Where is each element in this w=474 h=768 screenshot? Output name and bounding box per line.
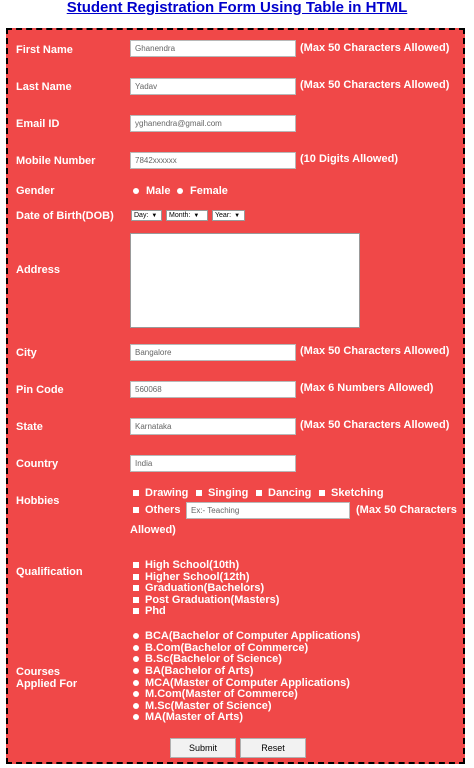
hobby-drawing-checkbox[interactable] (133, 490, 139, 496)
mobile-label: Mobile Number (16, 155, 96, 167)
dob-day-select[interactable] (131, 210, 162, 221)
course-radio[interactable] (133, 703, 139, 709)
hobby-sketching-label: Sketching (331, 487, 384, 499)
hobby-dancing-checkbox[interactable] (256, 490, 262, 496)
mobile-input[interactable]: 7842xxxxxx (130, 152, 296, 169)
page-title[interactable]: Student Registration Form Using Table in HTML (66, 0, 408, 16)
qualification-label: Qualification (16, 566, 83, 578)
pin-code-note: (Max 6 Numbers Allowed) (300, 382, 434, 394)
city-input[interactable]: Bangalore (130, 344, 296, 361)
gender-female-radio[interactable] (177, 188, 183, 194)
city-label: City (16, 347, 37, 359)
email-label: Email ID (16, 118, 60, 130)
course-option: M.Sc(Master of Science) (145, 700, 272, 712)
dob-label: Date of Birth(DOB) (16, 210, 114, 222)
qualification-option: High School(10th) (145, 559, 240, 571)
hobby-singing-label: Singing (208, 487, 249, 499)
email-input[interactable]: yghanendra@gmail.com (130, 115, 296, 132)
qualification-checkbox[interactable] (133, 574, 139, 580)
hobby-others-label: Others (145, 504, 181, 516)
state-note: (Max 50 Characters Allowed) (300, 419, 450, 431)
course-radio[interactable] (133, 645, 139, 651)
first-name-input[interactable]: Ghanendra (130, 40, 296, 57)
dob-month-select[interactable] (166, 210, 208, 221)
qualification-option: Phd (145, 605, 166, 617)
course-radio[interactable] (133, 680, 139, 686)
hobby-sketching-checkbox[interactable] (319, 490, 325, 496)
hobby-others-checkbox[interactable] (133, 507, 139, 513)
qualification-checkbox[interactable] (133, 608, 139, 614)
course-option: MCA(Master of Computer Applications) (145, 677, 350, 689)
qualification-option: Graduation(Bachelors) (145, 582, 265, 594)
qualification-checkbox[interactable] (133, 597, 139, 603)
course-radio[interactable] (133, 691, 139, 697)
gender-female-label: Female (190, 185, 228, 197)
course-option: B.Sc(Bachelor of Science) (145, 653, 282, 665)
course-option: B.Com(Bachelor of Commerce) (145, 642, 309, 654)
course-radio[interactable] (133, 714, 139, 720)
courses-label-line1: Courses (16, 666, 61, 678)
dob-day-value: Day: (134, 212, 149, 219)
registration-form (6, 28, 465, 764)
gender-male-label: Male (146, 185, 171, 197)
gender-male-radio[interactable] (133, 188, 139, 194)
state-input[interactable]: Karnataka (130, 418, 296, 435)
state-label: State (16, 421, 43, 433)
dob-month-value: Month: (169, 212, 191, 219)
address-label: Address (16, 264, 61, 276)
reset-button[interactable]: Reset (240, 738, 306, 758)
country-input[interactable]: India (130, 455, 296, 472)
last-name-input[interactable]: Yadav (130, 78, 296, 95)
courses-label-line2: Applied For (16, 678, 78, 690)
first-name-note: (Max 50 Characters Allowed) (300, 42, 450, 54)
qualification-checkbox[interactable] (133, 562, 139, 568)
pin-code-label: Pin Code (16, 384, 64, 396)
qualification-checkbox[interactable] (133, 585, 139, 591)
course-radio[interactable] (133, 633, 139, 639)
address-textarea[interactable] (130, 233, 360, 328)
chevron-down-icon: ▼ (151, 213, 158, 219)
course-radio[interactable] (133, 668, 139, 674)
gender-label: Gender (16, 185, 55, 197)
hobbies-note-line1: (Max 50 Characters (356, 504, 457, 516)
course-option: BA(Bachelor of Arts) (145, 665, 254, 677)
city-note: (Max 50 Characters Allowed) (300, 345, 450, 357)
hobby-dancing-label: Dancing (268, 487, 312, 499)
last-name-label: Last Name (16, 81, 72, 93)
course-option: M.Com(Master of Commerce) (145, 688, 298, 700)
hobby-drawing-label: Drawing (145, 487, 189, 499)
dob-year-value: Year: (215, 212, 232, 219)
dob-year-select[interactable] (212, 210, 245, 221)
submit-button[interactable]: Submit (170, 738, 236, 758)
chevron-down-icon: ▼ (234, 213, 241, 219)
hobby-singing-checkbox[interactable] (196, 490, 202, 496)
hobbies-label: Hobbies (16, 495, 60, 507)
hobbies-note-line2: Allowed) (130, 524, 176, 536)
last-name-note: (Max 50 Characters Allowed) (300, 79, 450, 91)
qualification-option: Higher School(12th) (145, 571, 250, 583)
mobile-note: (10 Digits Allowed) (300, 153, 398, 165)
course-option: BCA(Bachelor of Computer Applications) (145, 630, 361, 642)
first-name-label: First Name (16, 44, 73, 56)
course-option: MA(Master of Arts) (145, 711, 243, 723)
chevron-down-icon: ▼ (193, 213, 200, 219)
qualification-option: Post Graduation(Masters) (145, 594, 280, 606)
hobby-others-input[interactable]: Ex:- Teaching (186, 502, 350, 519)
country-label: Country (16, 458, 59, 470)
pin-code-input[interactable]: 560068 (130, 381, 296, 398)
course-radio[interactable] (133, 656, 139, 662)
